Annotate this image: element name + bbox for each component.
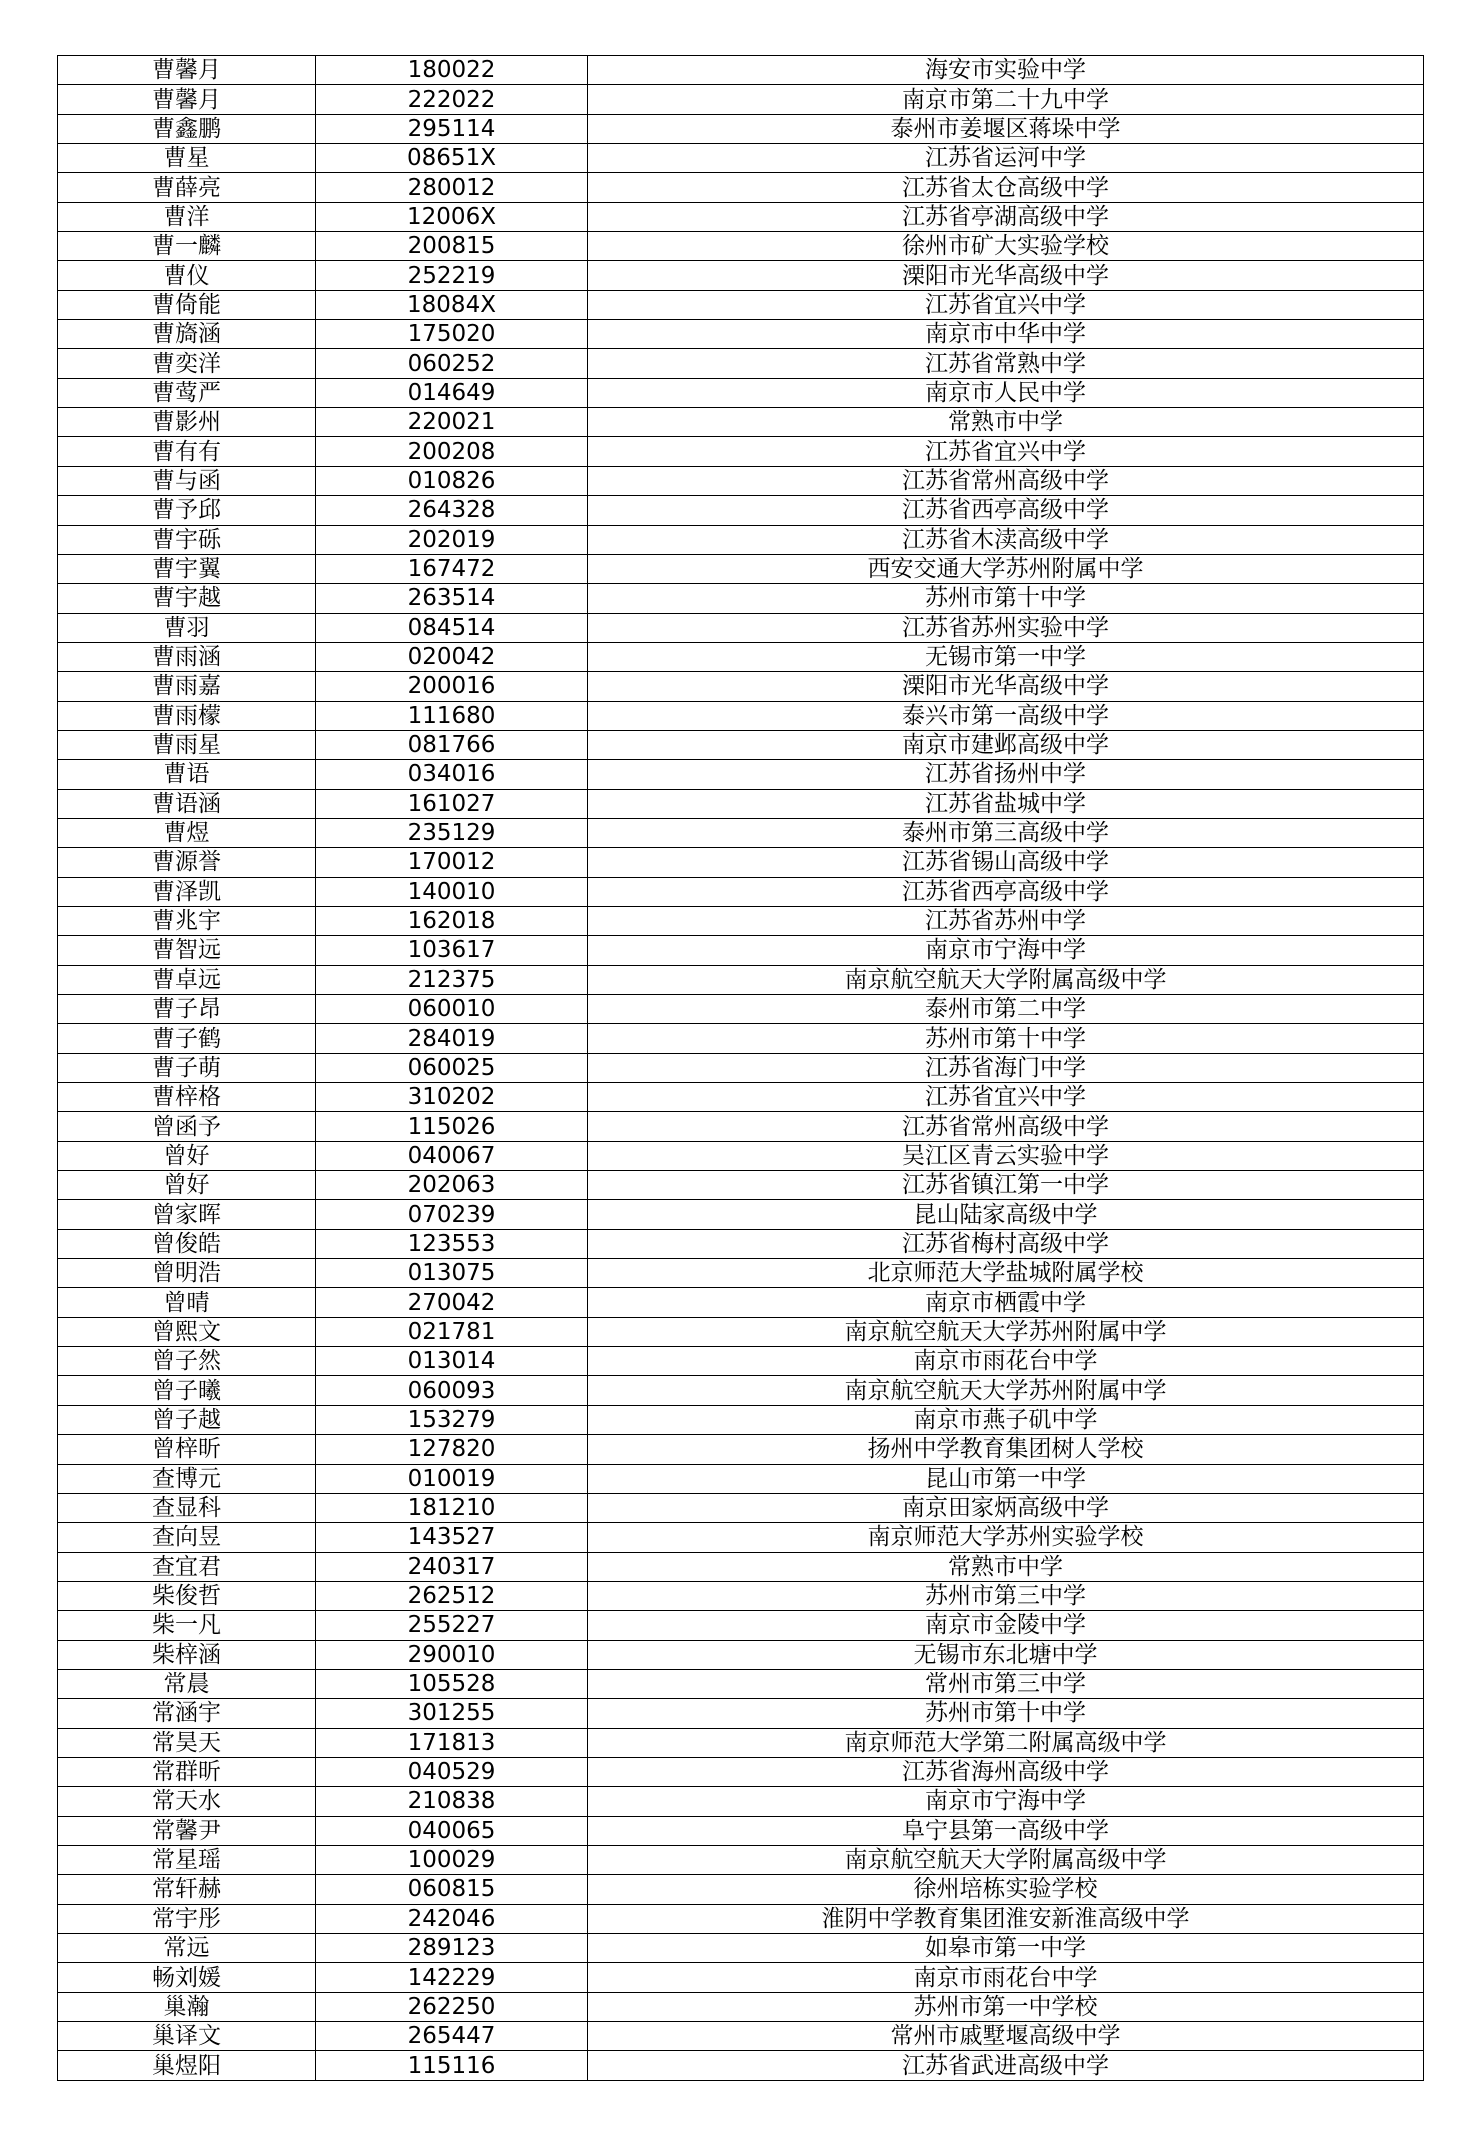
student-id-cell: 081766 [316, 730, 588, 759]
table-row [58, 1992, 1424, 2021]
student-name-cell: 柴一凡 [58, 1611, 316, 1640]
student-name-cell: 畅刘媛 [58, 1963, 316, 1992]
table-row [58, 1757, 1424, 1786]
table-row [58, 114, 1424, 143]
school-name-cell: 江苏省常州高级中学 [588, 1112, 1424, 1141]
student-name-cell: 查显科 [58, 1493, 316, 1522]
student-name-cell: 曹泽凯 [58, 877, 316, 906]
student-id-cell: 202063 [316, 1171, 588, 1200]
student-name-cell: 柴梓涵 [58, 1640, 316, 1669]
school-name-cell: 南京市人民中学 [588, 378, 1424, 407]
student-name-cell: 曹煜 [58, 818, 316, 847]
student-id-cell: 040067 [316, 1141, 588, 1170]
student-id-cell: 210838 [316, 1787, 588, 1816]
student-id-cell: 265447 [316, 2022, 588, 2051]
student-id-cell: 252219 [316, 261, 588, 290]
table-row [58, 1259, 1424, 1288]
student-name-cell: 曹子萌 [58, 1053, 316, 1082]
school-name-cell: 南京市雨花台中学 [588, 1347, 1424, 1376]
table-row [58, 1640, 1424, 1669]
table-row [58, 1669, 1424, 1698]
school-name-cell: 南京航空航天大学苏州附属中学 [588, 1376, 1424, 1405]
table-row [58, 173, 1424, 202]
student-name-cell: 曾晴 [58, 1288, 316, 1317]
table-row [58, 1083, 1424, 1112]
school-name-cell: 昆山陆家高级中学 [588, 1200, 1424, 1229]
student-id-cell: 212375 [316, 965, 588, 994]
table-row [58, 378, 1424, 407]
school-name-cell: 江苏省海州高级中学 [588, 1757, 1424, 1786]
student-name-cell: 常群昕 [58, 1757, 316, 1786]
school-name-cell: 南京市雨花台中学 [588, 1963, 1424, 1992]
student-id-cell: 115116 [316, 2051, 588, 2080]
student-id-cell: 171813 [316, 1728, 588, 1757]
student-name-cell: 曹语 [58, 760, 316, 789]
student-name-cell: 曾子然 [58, 1347, 316, 1376]
student-id-cell: 12006X [316, 202, 588, 231]
table-row [58, 1963, 1424, 1992]
table-row [58, 1728, 1424, 1757]
student-name-cell: 曹影州 [58, 408, 316, 437]
table-row [58, 1699, 1424, 1728]
school-name-cell: 江苏省西亭高级中学 [588, 496, 1424, 525]
student-name-cell: 曹宇砾 [58, 525, 316, 554]
student-name-cell: 常晨 [58, 1669, 316, 1698]
school-name-cell: 徐州市矿大实验学校 [588, 232, 1424, 261]
school-name-cell: 溧阳市光华高级中学 [588, 672, 1424, 701]
student-id-cell: 123553 [316, 1229, 588, 1258]
student-name-cell: 曾家晖 [58, 1200, 316, 1229]
student-id-cell: 153279 [316, 1405, 588, 1434]
student-id-cell: 010826 [316, 466, 588, 495]
student-name-cell: 巢瀚 [58, 1992, 316, 2021]
school-name-cell: 南京市栖霞中学 [588, 1288, 1424, 1317]
table-row [58, 730, 1424, 759]
student-id-cell: 181210 [316, 1493, 588, 1522]
table-row [58, 1787, 1424, 1816]
school-name-cell: 泰州市第二中学 [588, 995, 1424, 1024]
student-name-cell: 曾明浩 [58, 1259, 316, 1288]
school-name-cell: 苏州市第十中学 [588, 584, 1424, 613]
student-id-cell: 142229 [316, 1963, 588, 1992]
table-row [58, 2022, 1424, 2051]
table-row [58, 1493, 1424, 1522]
student-name-cell: 曹薛亮 [58, 173, 316, 202]
student-id-cell: 264328 [316, 496, 588, 525]
student-name-cell: 曾熙文 [58, 1317, 316, 1346]
school-name-cell: 江苏省扬州中学 [588, 760, 1424, 789]
student-id-cell: 143527 [316, 1523, 588, 1552]
student-id-cell: 021781 [316, 1317, 588, 1346]
student-id-cell: 084514 [316, 613, 588, 642]
student-name-cell: 曹宇越 [58, 584, 316, 613]
student-name-cell: 常涵宇 [58, 1699, 316, 1728]
school-name-cell: 苏州市第一中学校 [588, 1992, 1424, 2021]
student-name-cell: 查向昱 [58, 1523, 316, 1552]
table-row [58, 1229, 1424, 1258]
student-name-cell: 常轩赫 [58, 1875, 316, 1904]
table-row [58, 2051, 1424, 2080]
student-id-cell: 08651X [316, 144, 588, 173]
school-name-cell: 南京市建邺高级中学 [588, 730, 1424, 759]
student-name-cell: 曹有有 [58, 437, 316, 466]
table-row [58, 1435, 1424, 1464]
school-name-cell: 江苏省常熟中学 [588, 349, 1424, 378]
student-id-cell: 200016 [316, 672, 588, 701]
table-row [58, 1288, 1424, 1317]
table-row [58, 1024, 1424, 1053]
student-name-cell: 曹兆宇 [58, 906, 316, 935]
student-id-cell: 040065 [316, 1816, 588, 1845]
student-name-cell: 曹馨月 [58, 85, 316, 114]
school-name-cell: 泰州市第三高级中学 [588, 818, 1424, 847]
table-row [58, 1816, 1424, 1845]
student-name-cell: 常星瑶 [58, 1845, 316, 1874]
table-row [58, 408, 1424, 437]
school-name-cell: 江苏省宜兴中学 [588, 290, 1424, 319]
roster-table [57, 55, 1424, 2081]
student-id-cell: 060025 [316, 1053, 588, 1082]
school-name-cell: 泰州市姜堰区蒋垛中学 [588, 114, 1424, 143]
student-name-cell: 曹奕洋 [58, 349, 316, 378]
school-name-cell: 南京市宁海中学 [588, 936, 1424, 965]
table-row [58, 584, 1424, 613]
student-id-cell: 289123 [316, 1934, 588, 1963]
student-name-cell: 曾好 [58, 1141, 316, 1170]
student-name-cell: 曹梓格 [58, 1083, 316, 1112]
student-id-cell: 200815 [316, 232, 588, 261]
roster-body [58, 56, 1424, 2081]
table-row [58, 320, 1424, 349]
student-name-cell: 曹雨嘉 [58, 672, 316, 701]
student-id-cell: 202019 [316, 525, 588, 554]
student-name-cell: 曾子越 [58, 1405, 316, 1434]
student-name-cell: 曹羽 [58, 613, 316, 642]
school-name-cell: 北京师范大学盐城附属学校 [588, 1259, 1424, 1288]
school-name-cell: 常州市戚墅堰高级中学 [588, 2022, 1424, 2051]
student-id-cell: 290010 [316, 1640, 588, 1669]
school-name-cell: 江苏省盐城中学 [588, 789, 1424, 818]
school-name-cell: 吴江区青云实验中学 [588, 1141, 1424, 1170]
table-row [58, 144, 1424, 173]
school-name-cell: 南京市燕子矶中学 [588, 1405, 1424, 1434]
table-row [58, 1875, 1424, 1904]
student-name-cell: 曹莺严 [58, 378, 316, 407]
student-id-cell: 220021 [316, 408, 588, 437]
student-name-cell: 巢煜阳 [58, 2051, 316, 2080]
student-name-cell: 曹雨涵 [58, 642, 316, 671]
student-name-cell: 柴俊哲 [58, 1581, 316, 1610]
student-id-cell: 262512 [316, 1581, 588, 1610]
student-id-cell: 111680 [316, 701, 588, 730]
student-name-cell: 常昊天 [58, 1728, 316, 1757]
student-id-cell: 010019 [316, 1464, 588, 1493]
student-name-cell: 曹星 [58, 144, 316, 173]
student-id-cell: 280012 [316, 173, 588, 202]
table-row [58, 85, 1424, 114]
student-name-cell: 曹与函 [58, 466, 316, 495]
student-name-cell: 曹一麟 [58, 232, 316, 261]
table-row [58, 936, 1424, 965]
school-name-cell: 南京师范大学第二附属高级中学 [588, 1728, 1424, 1757]
school-name-cell: 无锡市第一中学 [588, 642, 1424, 671]
student-name-cell: 曹雨星 [58, 730, 316, 759]
table-row [58, 672, 1424, 701]
table-row [58, 995, 1424, 1024]
student-name-cell: 查博元 [58, 1464, 316, 1493]
school-name-cell: 南京市中华中学 [588, 320, 1424, 349]
table-row [58, 1171, 1424, 1200]
student-id-cell: 301255 [316, 1699, 588, 1728]
student-id-cell: 284019 [316, 1024, 588, 1053]
school-name-cell: 苏州市第三中学 [588, 1581, 1424, 1610]
table-row [58, 1904, 1424, 1933]
school-name-cell: 南京航空航天大学苏州附属中学 [588, 1317, 1424, 1346]
student-name-cell: 曹洋 [58, 202, 316, 231]
student-id-cell: 105528 [316, 1669, 588, 1698]
table-row [58, 642, 1424, 671]
school-name-cell: 昆山市第一中学 [588, 1464, 1424, 1493]
student-id-cell: 060093 [316, 1376, 588, 1405]
table-row [58, 1200, 1424, 1229]
student-id-cell: 115026 [316, 1112, 588, 1141]
table-row [58, 906, 1424, 935]
table-row [58, 1317, 1424, 1346]
school-name-cell: 泰兴市第一高级中学 [588, 701, 1424, 730]
student-id-cell: 014649 [316, 378, 588, 407]
student-id-cell: 180022 [316, 56, 588, 85]
table-row [58, 232, 1424, 261]
student-id-cell: 270042 [316, 1288, 588, 1317]
school-name-cell: 西安交通大学苏州附属中学 [588, 554, 1424, 583]
table-row [58, 1552, 1424, 1581]
table-row [58, 613, 1424, 642]
student-id-cell: 242046 [316, 1904, 588, 1933]
student-id-cell: 162018 [316, 906, 588, 935]
student-name-cell: 曹倚能 [58, 290, 316, 319]
school-name-cell: 江苏省梅村高级中学 [588, 1229, 1424, 1258]
student-id-cell: 18084X [316, 290, 588, 319]
table-row [58, 1464, 1424, 1493]
student-id-cell: 263514 [316, 584, 588, 613]
student-name-cell: 常宇彤 [58, 1904, 316, 1933]
student-id-cell: 161027 [316, 789, 588, 818]
student-name-cell: 巢译文 [58, 2022, 316, 2051]
student-id-cell: 103617 [316, 936, 588, 965]
school-name-cell: 江苏省苏州实验中学 [588, 613, 1424, 642]
school-name-cell: 南京市金陵中学 [588, 1611, 1424, 1640]
student-name-cell: 曹智远 [58, 936, 316, 965]
student-name-cell: 曾函予 [58, 1112, 316, 1141]
school-name-cell: 江苏省武进高级中学 [588, 2051, 1424, 2080]
student-name-cell: 曹予邱 [58, 496, 316, 525]
table-row [58, 1347, 1424, 1376]
student-name-cell: 曹源誉 [58, 848, 316, 877]
table-row [58, 818, 1424, 847]
student-name-cell: 曹鑫鹏 [58, 114, 316, 143]
school-name-cell: 江苏省木渎高级中学 [588, 525, 1424, 554]
student-id-cell: 240317 [316, 1552, 588, 1581]
table-row [58, 1845, 1424, 1874]
student-id-cell: 070239 [316, 1200, 588, 1229]
student-name-cell: 曹语涵 [58, 789, 316, 818]
student-id-cell: 222022 [316, 85, 588, 114]
student-id-cell: 034016 [316, 760, 588, 789]
school-name-cell: 江苏省亭湖高级中学 [588, 202, 1424, 231]
school-name-cell: 南京航空航天大学附属高级中学 [588, 965, 1424, 994]
student-id-cell: 167472 [316, 554, 588, 583]
table-row [58, 877, 1424, 906]
table-row [58, 290, 1424, 319]
student-name-cell: 曾好 [58, 1171, 316, 1200]
table-row [58, 349, 1424, 378]
school-name-cell: 徐州培栋实验学校 [588, 1875, 1424, 1904]
table-row [58, 1523, 1424, 1552]
school-name-cell: 南京师范大学苏州实验学校 [588, 1523, 1424, 1552]
student-name-cell: 曹子昂 [58, 995, 316, 1024]
table-row [58, 1053, 1424, 1082]
school-name-cell: 海安市实验中学 [588, 56, 1424, 85]
student-name-cell: 曾俊皓 [58, 1229, 316, 1258]
student-id-cell: 235129 [316, 818, 588, 847]
school-name-cell: 江苏省镇江第一中学 [588, 1171, 1424, 1200]
student-name-cell: 曹子鹤 [58, 1024, 316, 1053]
table-row [58, 789, 1424, 818]
student-name-cell: 曾梓昕 [58, 1435, 316, 1464]
student-name-cell: 常馨尹 [58, 1816, 316, 1845]
student-name-cell: 常天水 [58, 1787, 316, 1816]
student-id-cell: 060815 [316, 1875, 588, 1904]
student-name-cell: 曾子曦 [58, 1376, 316, 1405]
student-name-cell: 常远 [58, 1934, 316, 1963]
student-name-cell: 查宜君 [58, 1552, 316, 1581]
school-name-cell: 南京市宁海中学 [588, 1787, 1424, 1816]
school-name-cell: 如皋市第一中学 [588, 1934, 1424, 1963]
school-name-cell: 苏州市第十中学 [588, 1699, 1424, 1728]
student-name-cell: 曹旖涵 [58, 320, 316, 349]
school-name-cell: 常熟市中学 [588, 1552, 1424, 1581]
school-name-cell: 溧阳市光华高级中学 [588, 261, 1424, 290]
school-name-cell: 阜宁县第一高级中学 [588, 1816, 1424, 1845]
student-id-cell: 262250 [316, 1992, 588, 2021]
student-id-cell: 170012 [316, 848, 588, 877]
table-row [58, 525, 1424, 554]
student-id-cell: 127820 [316, 1435, 588, 1464]
student-name-cell: 曹馨月 [58, 56, 316, 85]
table-row [58, 202, 1424, 231]
school-name-cell: 南京市第二十九中学 [588, 85, 1424, 114]
school-name-cell: 常熟市中学 [588, 408, 1424, 437]
student-id-cell: 020042 [316, 642, 588, 671]
table-row [58, 56, 1424, 85]
student-name-cell: 曹宇翼 [58, 554, 316, 583]
school-name-cell: 江苏省西亭高级中学 [588, 877, 1424, 906]
school-name-cell: 江苏省宜兴中学 [588, 1083, 1424, 1112]
table-row [58, 554, 1424, 583]
table-row [58, 1112, 1424, 1141]
student-id-cell: 200208 [316, 437, 588, 466]
school-name-cell: 江苏省运河中学 [588, 144, 1424, 173]
table-row [58, 437, 1424, 466]
school-name-cell: 南京航空航天大学附属高级中学 [588, 1845, 1424, 1874]
school-name-cell: 江苏省宜兴中学 [588, 437, 1424, 466]
table-row [58, 466, 1424, 495]
student-id-cell: 060252 [316, 349, 588, 378]
table-row [58, 1934, 1424, 1963]
table-row [58, 1611, 1424, 1640]
table-row [58, 1405, 1424, 1434]
student-id-cell: 255227 [316, 1611, 588, 1640]
school-name-cell: 江苏省海门中学 [588, 1053, 1424, 1082]
table-row [58, 1581, 1424, 1610]
student-id-cell: 040529 [316, 1757, 588, 1786]
table-row [58, 1141, 1424, 1170]
school-name-cell: 江苏省太仓高级中学 [588, 173, 1424, 202]
school-name-cell: 苏州市第十中学 [588, 1024, 1424, 1053]
student-name-cell: 曹雨檬 [58, 701, 316, 730]
school-name-cell: 南京田家炳高级中学 [588, 1493, 1424, 1522]
student-id-cell: 295114 [316, 114, 588, 143]
student-id-cell: 013014 [316, 1347, 588, 1376]
school-name-cell: 江苏省常州高级中学 [588, 466, 1424, 495]
student-id-cell: 100029 [316, 1845, 588, 1874]
table-row [58, 965, 1424, 994]
student-name-cell: 曹卓远 [58, 965, 316, 994]
table-row [58, 496, 1424, 525]
table-row [58, 701, 1424, 730]
school-name-cell: 无锡市东北塘中学 [588, 1640, 1424, 1669]
table-row [58, 261, 1424, 290]
student-id-cell: 310202 [316, 1083, 588, 1112]
student-id-cell: 140010 [316, 877, 588, 906]
student-id-cell: 013075 [316, 1259, 588, 1288]
school-name-cell: 江苏省锡山高级中学 [588, 848, 1424, 877]
table-row [58, 760, 1424, 789]
school-name-cell: 常州市第三中学 [588, 1669, 1424, 1698]
student-id-cell: 175020 [316, 320, 588, 349]
school-name-cell: 扬州中学教育集团树人学校 [588, 1435, 1424, 1464]
table-row [58, 848, 1424, 877]
student-id-cell: 060010 [316, 995, 588, 1024]
school-name-cell: 江苏省苏州中学 [588, 906, 1424, 935]
student-name-cell: 曹仪 [58, 261, 316, 290]
school-name-cell: 淮阴中学教育集团淮安新淮高级中学 [588, 1904, 1424, 1933]
table-row [58, 1376, 1424, 1405]
